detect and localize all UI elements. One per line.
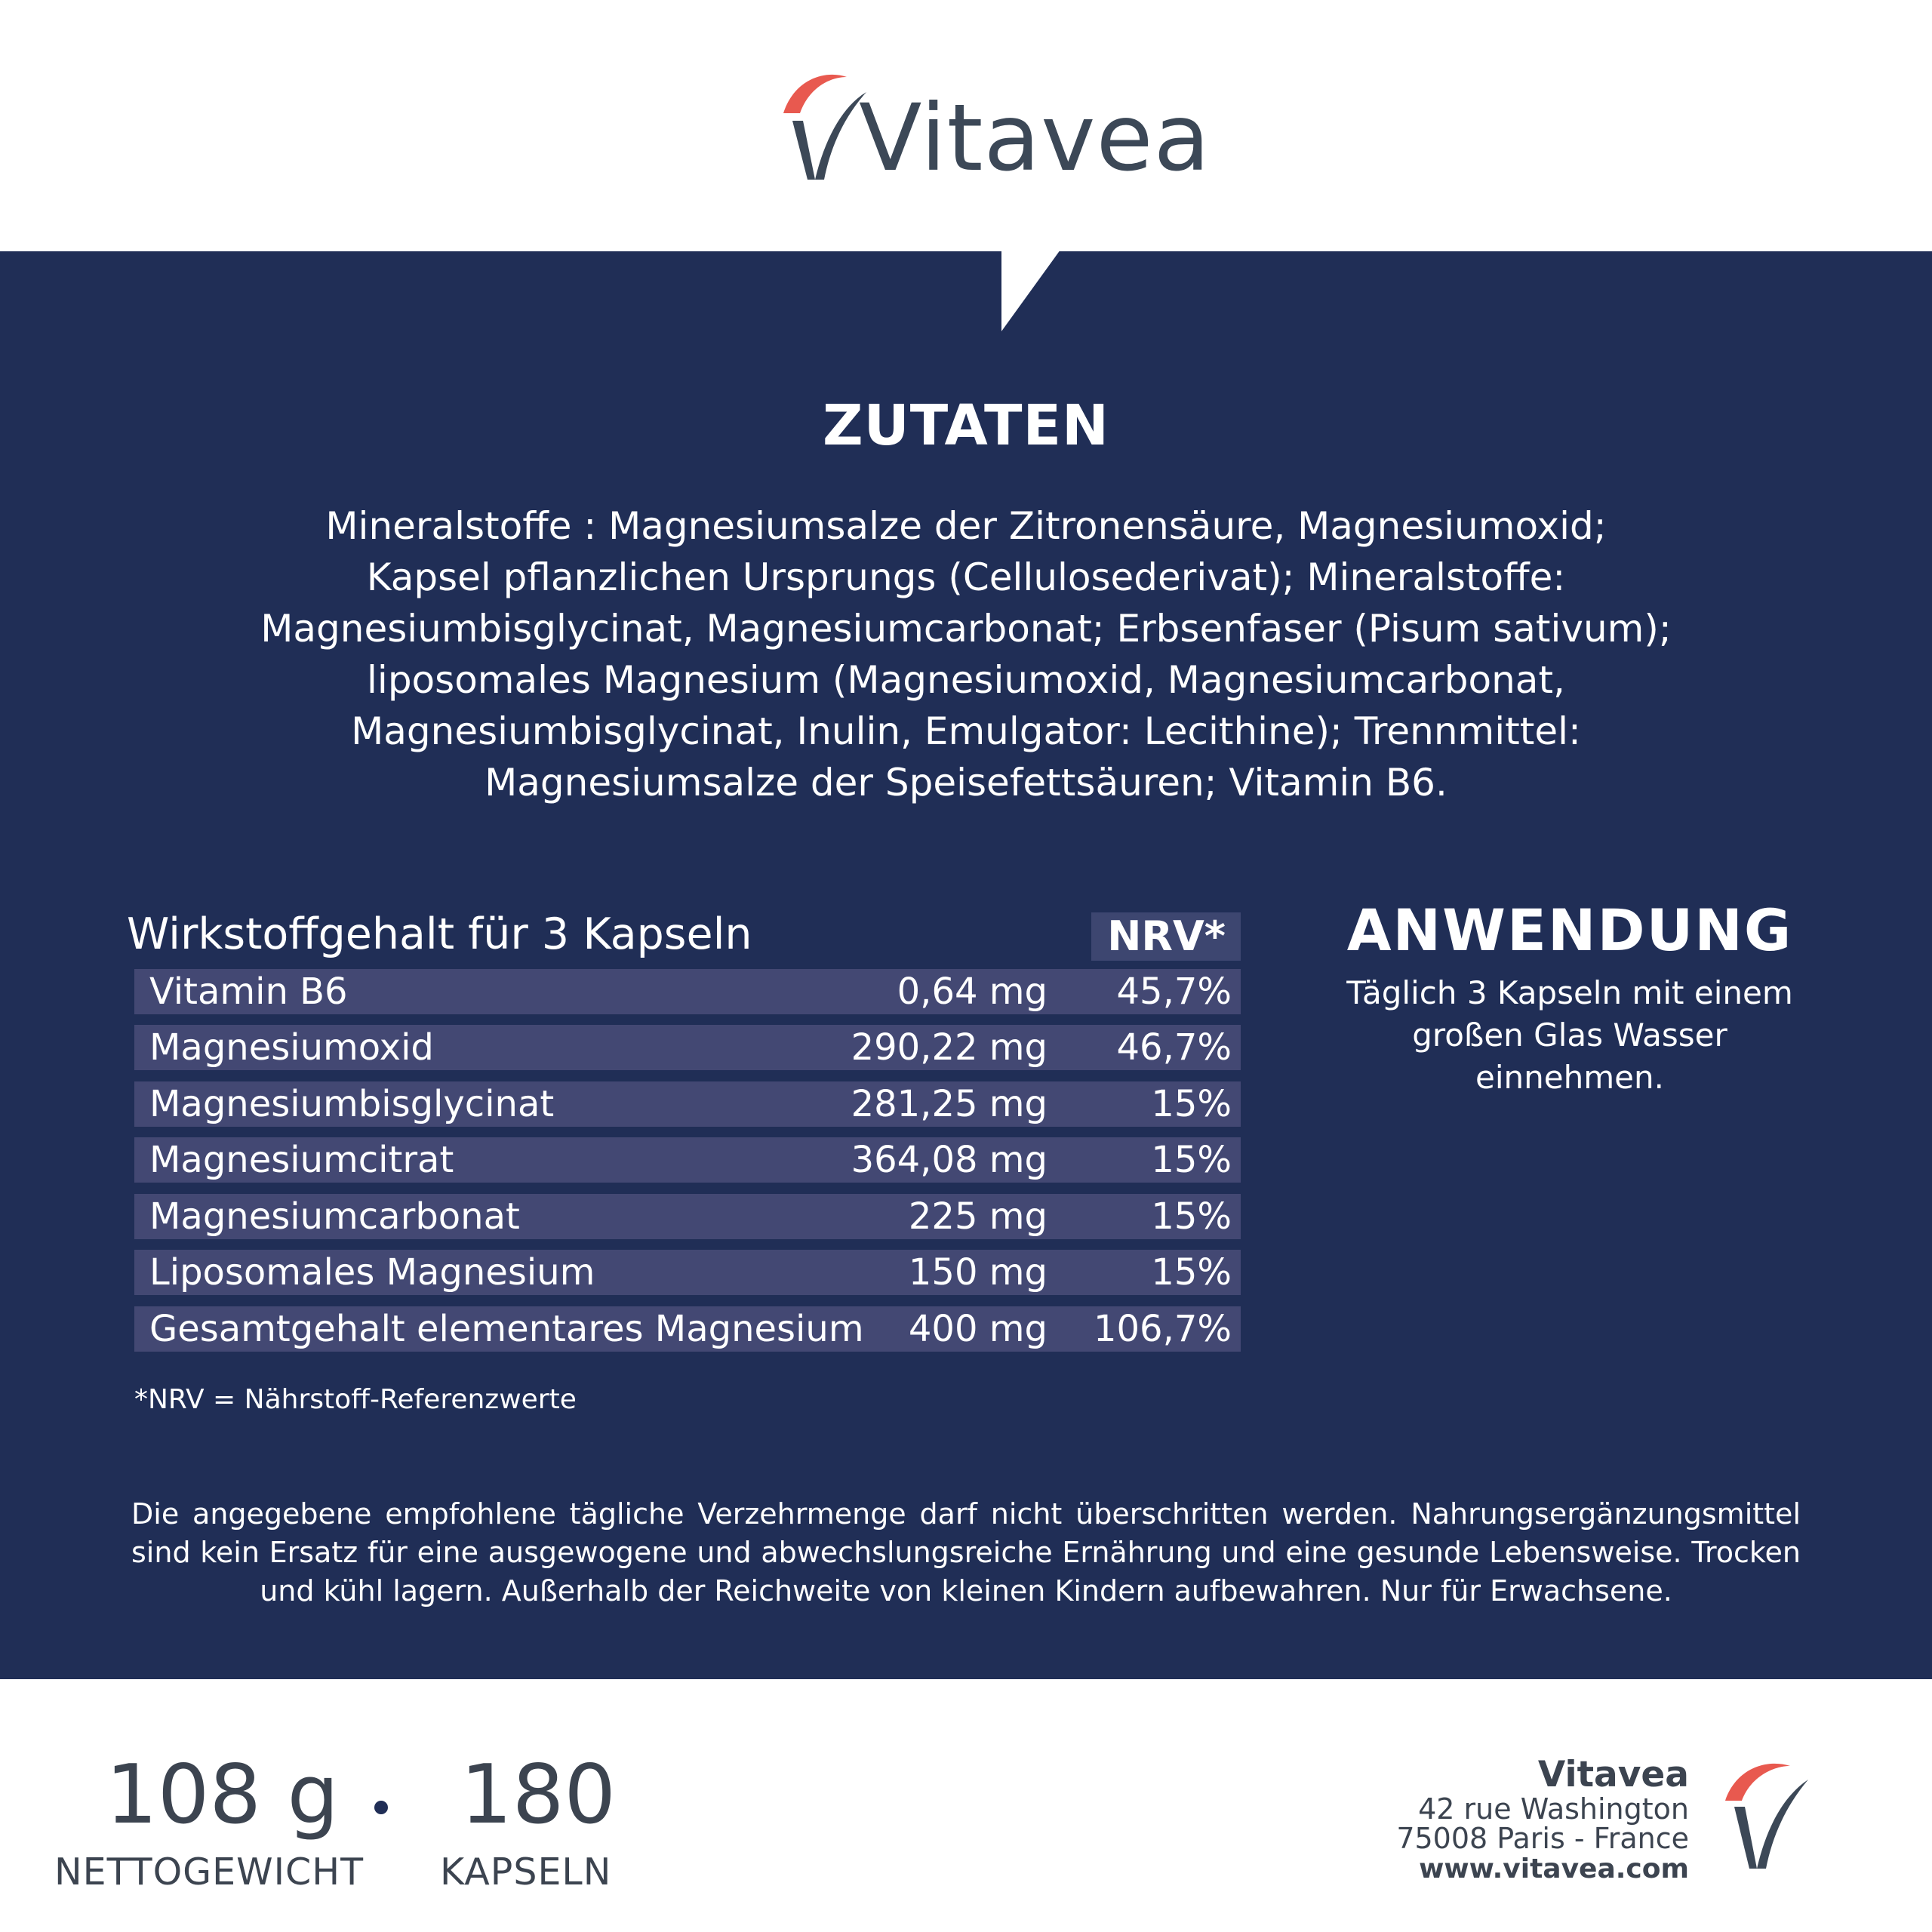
row-nrv: 15% (1151, 1195, 1232, 1238)
ingredients-line: Magnesiumbisglycinat, Magnesiumcarbonat; Erbsenfaser (Pisum sativum); (260, 607, 1672, 651)
usage-text (1313, 972, 1826, 1099)
nrv-footnote: *NRV = Nährstoff-Referenzwerte (134, 1384, 577, 1415)
brand-logo (777, 66, 1211, 195)
ingredients-title: ZUTATEN (823, 393, 1109, 458)
table-row (134, 969, 1241, 1014)
brand-wordmark: Vitavea (859, 85, 1211, 192)
website-link[interactable]: www.vitavea.com (1419, 1854, 1689, 1884)
ingredients-line: Magnesiumsalze der Speisefettsäuren; Vitamin B6. (485, 761, 1447, 804)
ingredients-line: Mineralstoffe : Magnesiumsalze der Zitronensäure, Magnesiumoxid; (325, 504, 1607, 548)
table-row (134, 1081, 1241, 1127)
row-nrv: 46,7% (1116, 1026, 1232, 1069)
table-row (134, 1250, 1241, 1295)
usage-line: einnehmen. (1475, 1059, 1664, 1096)
row-name: Magnesiumbisglycinat (149, 1083, 555, 1125)
ingredients-text (91, 500, 1841, 808)
capsule-count-value: 180 (460, 1748, 617, 1842)
row-name: Magnesiumcarbonat (149, 1195, 520, 1238)
row-name: Magnesiumcitrat (149, 1139, 454, 1181)
row-nrv: 15% (1151, 1139, 1232, 1181)
row-name: Magnesiumoxid (149, 1026, 434, 1069)
usage-line: Täglich 3 Kapseln mit einem (1346, 974, 1793, 1011)
net-weight-label: NETTOGEWICHT (54, 1850, 365, 1894)
vitavea-v-logo-icon (1721, 1757, 1819, 1878)
warning-text: Die angegebene empfohlene tägliche Verzehrmenge darf nicht überschritten werden. Nahrungsergänzungsmittel sind kein Ersatz für eine ausgewogene und abwechslungsreiche Ernährung und eine gesunde Lebensweise. Trocken und kühl lagern. Außerhalb der Reichweite von kleinen Kindern aufbewahren. Nur für Erwachsene. (131, 1497, 1801, 1607)
row-amount: 0,64 mg (897, 971, 1048, 1013)
company-name: Vitavea (1537, 1754, 1689, 1795)
ingredients-line: liposomales Magnesium (Magnesiumoxid, Magnesiumcarbonat, (367, 658, 1565, 702)
table-row (134, 1194, 1241, 1239)
table-row (134, 1025, 1241, 1070)
row-amount: 150 mg (908, 1251, 1048, 1294)
nrv-column-header: NRV* (1091, 912, 1241, 961)
usage-line: großen Glas Wasser (1412, 1017, 1727, 1054)
ingredients-line: Kapsel pflanzlichen Ursprungs (Cellulosederivat); Mineralstoffe: (366, 555, 1566, 599)
row-nrv: 45,7% (1116, 971, 1232, 1013)
table-row-total (134, 1306, 1241, 1352)
separator-dot (374, 1801, 388, 1814)
row-amount: 400 mg (908, 1308, 1048, 1350)
net-weight-value: 108 g (106, 1748, 340, 1842)
info-panel (0, 251, 1932, 1679)
address-city: 75008 Paris - France (1396, 1822, 1689, 1855)
row-name: Vitamin B6 (149, 971, 348, 1013)
row-nrv: 106,7% (1093, 1308, 1232, 1350)
row-nrv: 15% (1151, 1251, 1232, 1294)
row-amount: 290,22 mg (851, 1026, 1048, 1069)
row-name: Liposomales Magnesium (149, 1251, 595, 1294)
company-address (1396, 1755, 1689, 1885)
speech-notch (0, 251, 1932, 334)
usage-title: ANWENDUNG (1346, 897, 1793, 964)
row-name: Gesamtgehalt elementares Magnesium (149, 1308, 864, 1350)
ingredients-line: Magnesiumbisglycinat, Inulin, Emulgator: Lecithine); Trennmittel: (351, 709, 1581, 753)
row-amount: 225 mg (908, 1195, 1048, 1238)
address-street: 42 rue Washington (1418, 1792, 1689, 1826)
row-amount: 281,25 mg (851, 1083, 1048, 1125)
row-nrv: 15% (1151, 1083, 1232, 1125)
table-row (134, 1137, 1241, 1183)
row-amount: 364,08 mg (851, 1139, 1048, 1181)
nutrition-table-title: Wirkstoffgehalt für 3 Kapseln (127, 909, 752, 959)
capsule-count-label: KAPSELN (440, 1850, 612, 1894)
